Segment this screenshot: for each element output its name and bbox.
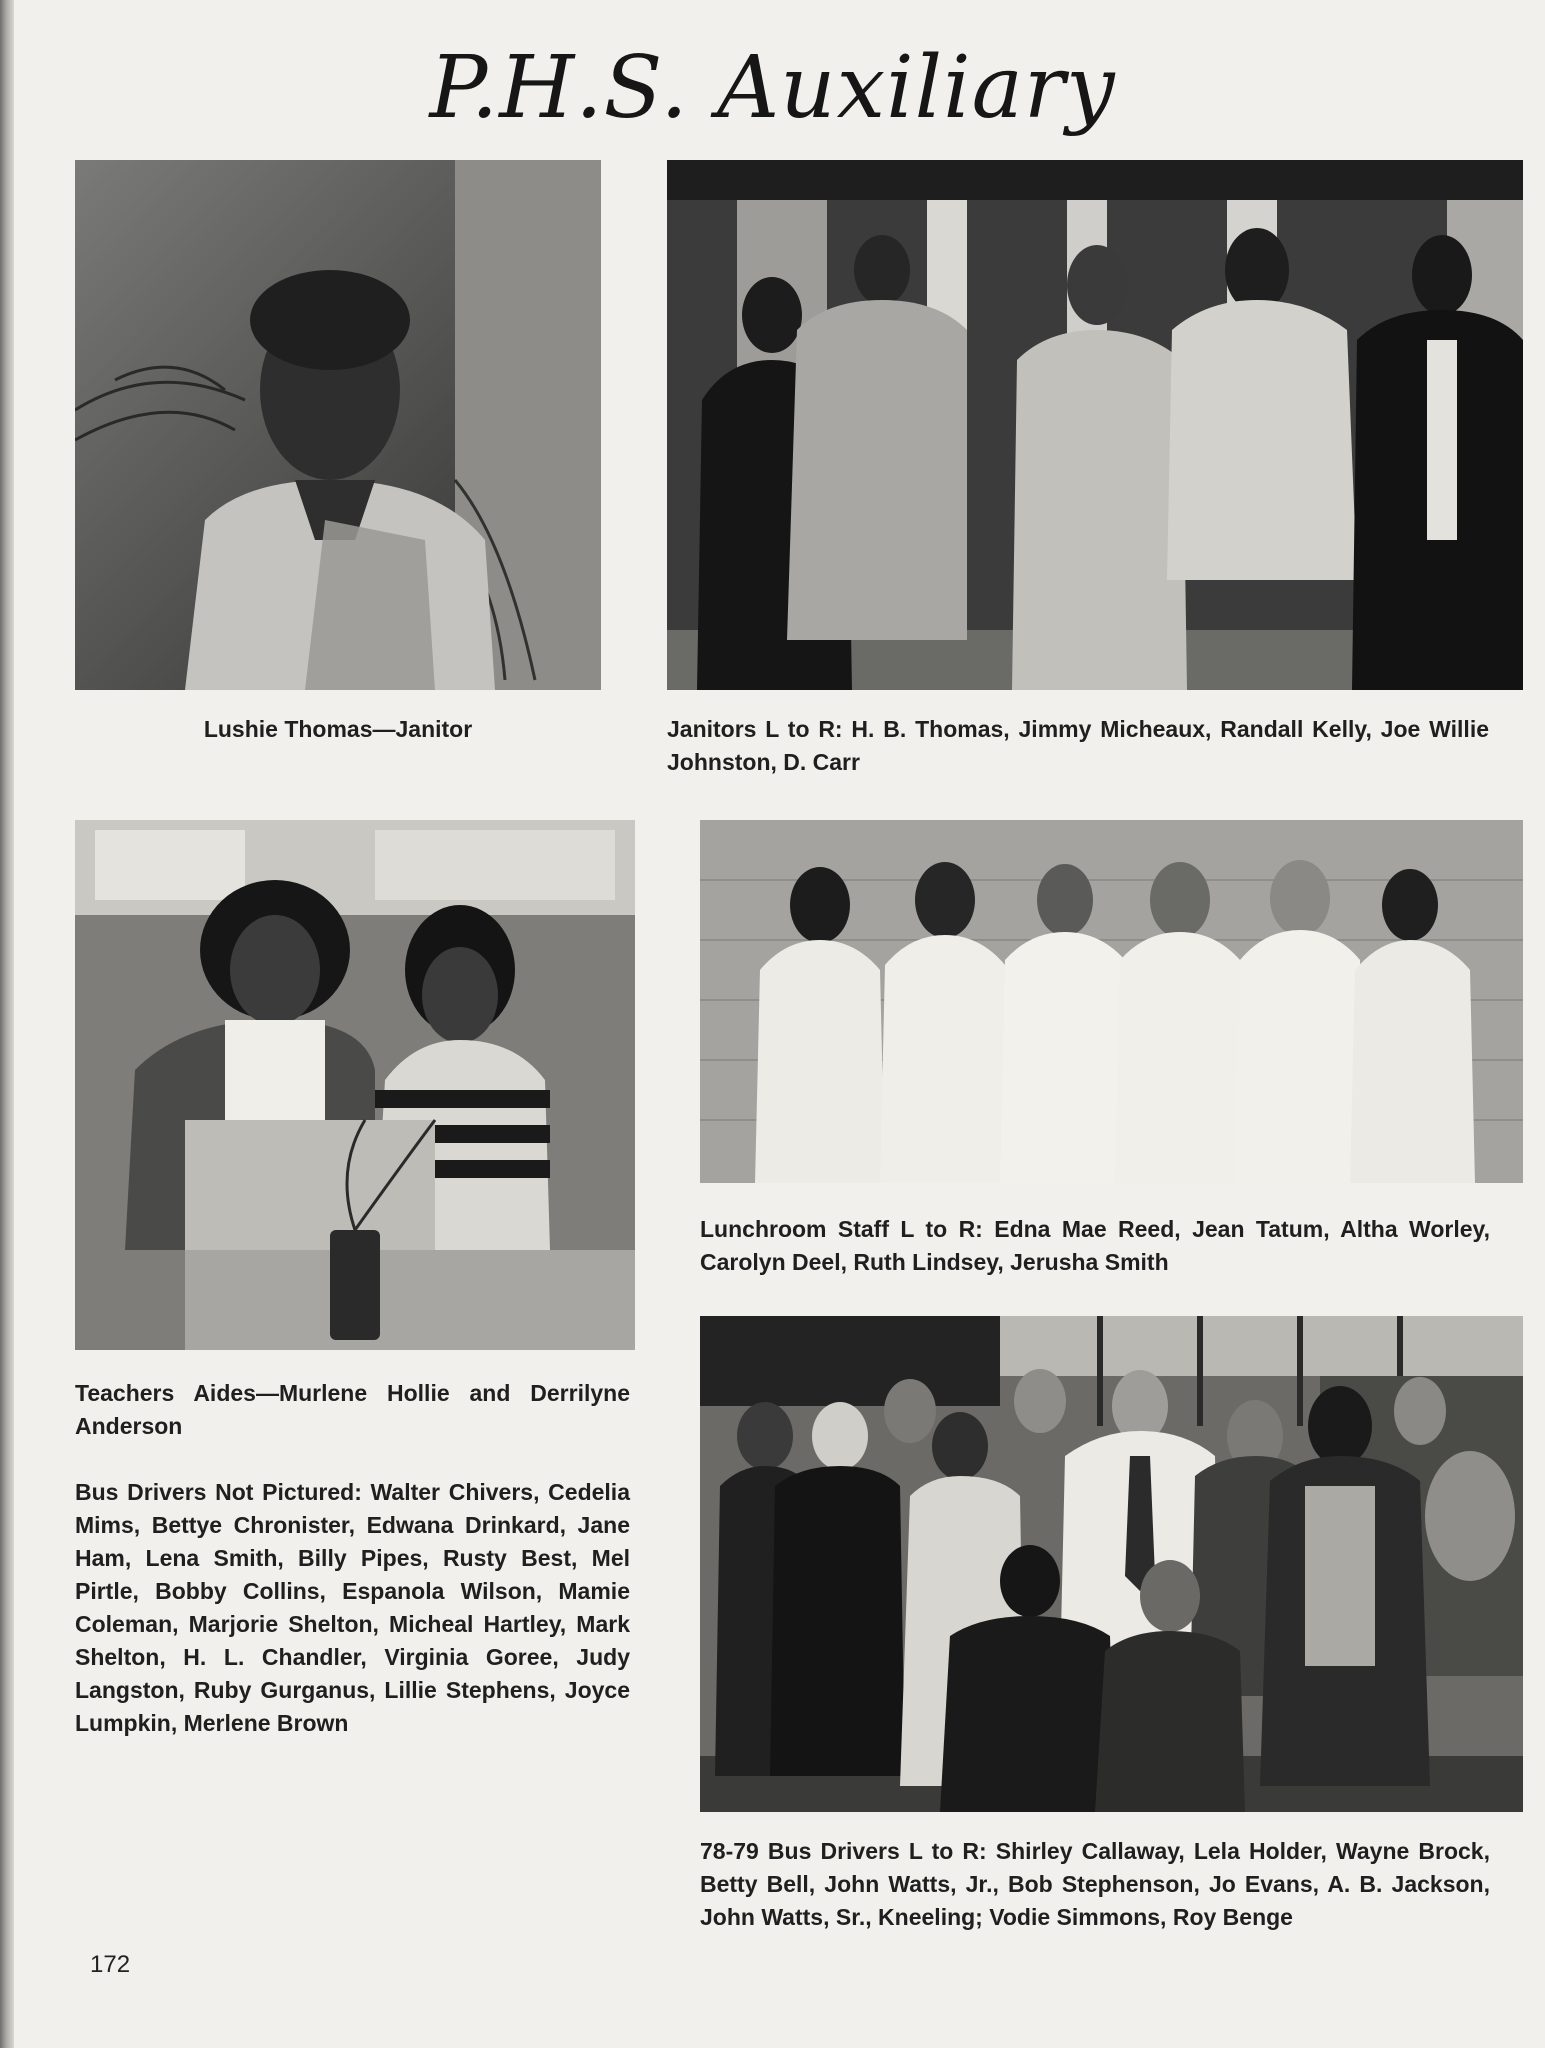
caption-lunchroom: Lunchroom Staff L to R: Edna Mae Reed, Jean Tatum, Altha Worley, Carolyn Deel, Ruth Lindsey, Jerusha Smith: [700, 1216, 1490, 1275]
caption-janitors-group: Janitors L to R: H. B. Thomas, Jimmy Micheaux, Randall Kelly, Joe Willie Johnston, D. Carr: [667, 716, 1489, 775]
page-title: P.H.S. Auxiliary: [429, 38, 1116, 138]
photo-lunchroom-staff: [700, 820, 1523, 1183]
page-number: 172: [90, 1951, 131, 1978]
caption-janitor-single: Lushie Thomas—Janitor: [203, 716, 473, 742]
photo-teachers-aides: [75, 820, 635, 1350]
photo-janitors-group: [667, 160, 1523, 690]
caption-bus-drivers-not-pictured: Bus Drivers Not Pictured: Walter Chivers, Cedelia Mims, Bettye Chronister, Edwana Drinkard, Jane Ham, Lena Smith, Billy Pipes, Rusty Best, Mel Pirtle, Bobby Collins, Espanola Wilson, Mamie Coleman, Marjorie Shelton, Micheal Hartley, Mark Shelton, H. L. Chandler, Virginia Goree, Judy Langston, Ruby Gurganus, Lillie Stephens, Joyce Lumpkin, Merlene Brown: [75, 1479, 630, 1736]
caption-teachers-aides: Teachers Aides—Murlene Hollie and Derrilyne Anderson: [75, 1380, 630, 1439]
page-binding-edge: [0, 0, 14, 2048]
photo-janitor-single: [75, 160, 601, 690]
photo-bus-drivers: [700, 1316, 1523, 1812]
caption-bus-drivers: 78-79 Bus Drivers L to R: Shirley Callaway, Lela Holder, Wayne Brock, Betty Bell, John Watts, Jr., Bob Stephenson, Jo Evans, A. B. Jackson, John Watts, Sr., Kneeling; Vodie Simmons, Roy Benge: [700, 1838, 1490, 1930]
